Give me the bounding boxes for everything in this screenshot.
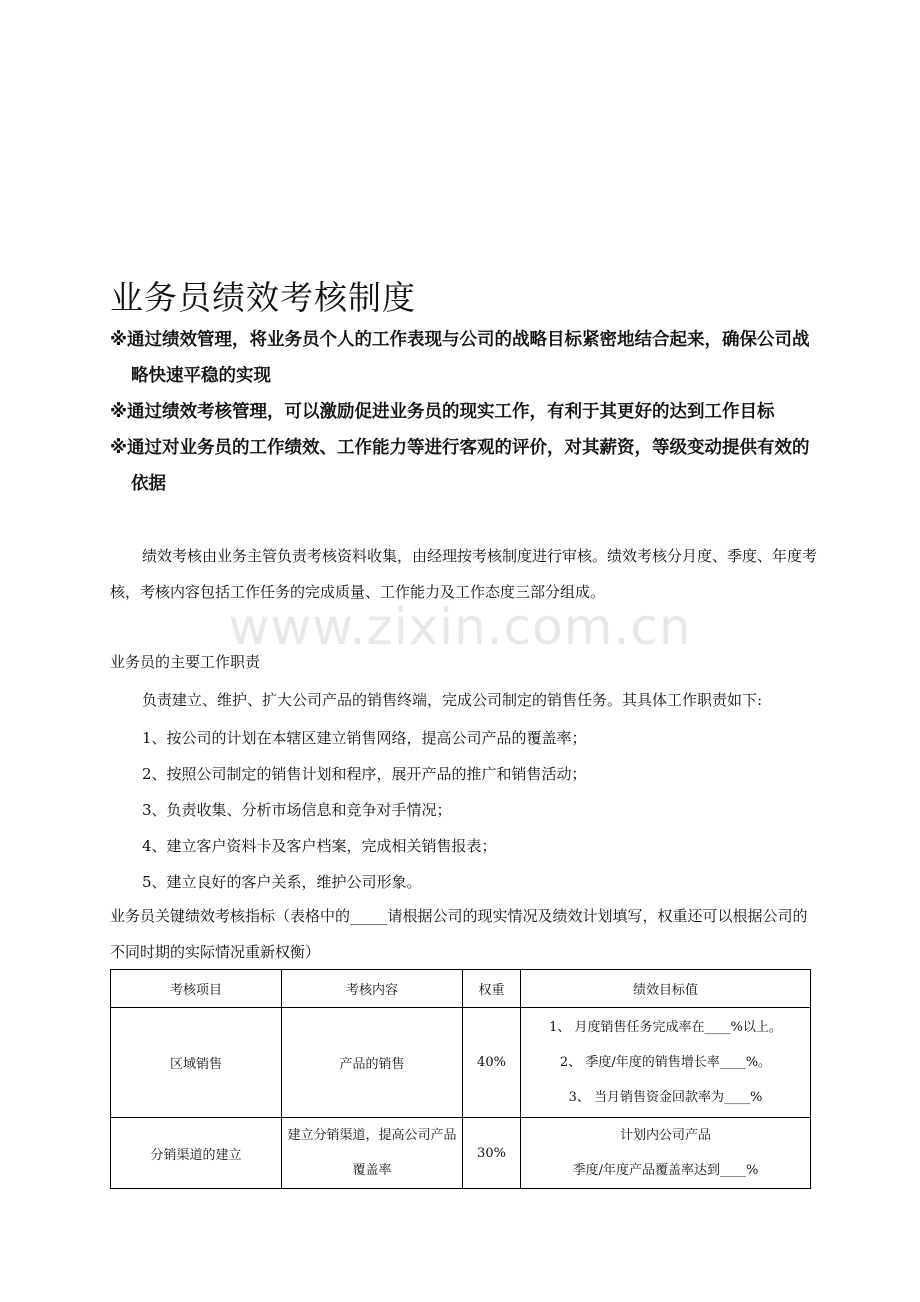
objectives-list (110, 322, 822, 502)
duty-item: 3、负责收集、分析市场信息和竞争对手情况； (142, 801, 452, 819)
header-cell: 绩效目标值 (521, 970, 811, 1008)
kpi-intro: 业务员关键绩效考核指标（表格中的_____请根据公司的现实情况及绩效计划填写，权重还可以根据公司的不同时期的实际情况重新权衡） (110, 907, 808, 961)
weight-cell: 30% (463, 1118, 521, 1189)
duty-item: 1、按公司的计划在本辖区建立销售网络，提高公司产品的覆盖率； (142, 729, 587, 747)
header-cell: 考核内容 (282, 970, 463, 1008)
duties-heading: 业务员的主要工作职责 (110, 653, 261, 671)
duties-intro: 负责建立、维护、扩大公司产品的销售终端，完成公司制定的销售任务。其具体工作职责如下: (142, 691, 763, 709)
duty-item: 5、建立良好的客户关系，维护公司形象。 (142, 873, 422, 891)
target-line: 3、 当月销售资金回款率为____% (568, 1090, 763, 1105)
target-line: 2、 季度/年度的销售增长率____%。 (559, 1055, 772, 1070)
table-row (111, 1008, 811, 1118)
targets-cell (521, 1008, 811, 1118)
objective-item: ※通过绩效考核管理，可以激励促进业务员的现实工作，有利于其更好的达到工作目标 (110, 402, 775, 422)
objective-item: ※通过绩效管理，将业务员个人的工作表现与公司的战略目标紧密地结合起来，确保公司战略快速平稳的实现 (110, 330, 810, 386)
table-row (111, 1118, 811, 1189)
item-cell: 区域销售 (111, 1008, 282, 1118)
watermark-text: www.zixin.com.cn (228, 598, 692, 656)
content-cell: 建立分销渠道，提高公司产品覆盖率 (282, 1118, 463, 1189)
page-title: 业务员绩效考核制度 (110, 278, 416, 317)
intro-paragraph: 绩效考核由业务主管负责考核资料收集，由经理按考核制度进行审核。绩效考核分月度、季度、年度考核，考核内容包括工作任务的完成质量、工作能力及工作态度三部分组成。 (110, 547, 818, 601)
content-cell: 产品的销售 (282, 1008, 463, 1118)
objective-item: ※通过对业务员的工作绩效、工作能力等进行客观的评价，对其薪资，等级变动提供有效的依据 (110, 438, 810, 494)
item-cell: 分销渠道的建立 (111, 1118, 282, 1189)
target-line: 1、 月度销售任务完成率在____%以上。 (549, 1020, 782, 1035)
kpi-table (110, 969, 811, 1189)
header-cell: 考核项目 (111, 970, 282, 1008)
target-line: 计划内公司产品 (619, 1128, 711, 1143)
header-cell: 权重 (463, 970, 521, 1008)
targets-cell (521, 1118, 811, 1189)
weight-cell: 40% (463, 1008, 521, 1118)
target-line: 季度/年度产品覆盖率达到____% (572, 1163, 759, 1178)
duty-item: 4、建立客户资料卡及客户档案，完成相关销售报表； (142, 837, 497, 855)
table-header-row (111, 970, 811, 1008)
duty-item: 2、按照公司制定的销售计划和程序，展开产品的推广和销售活动； (142, 765, 587, 783)
